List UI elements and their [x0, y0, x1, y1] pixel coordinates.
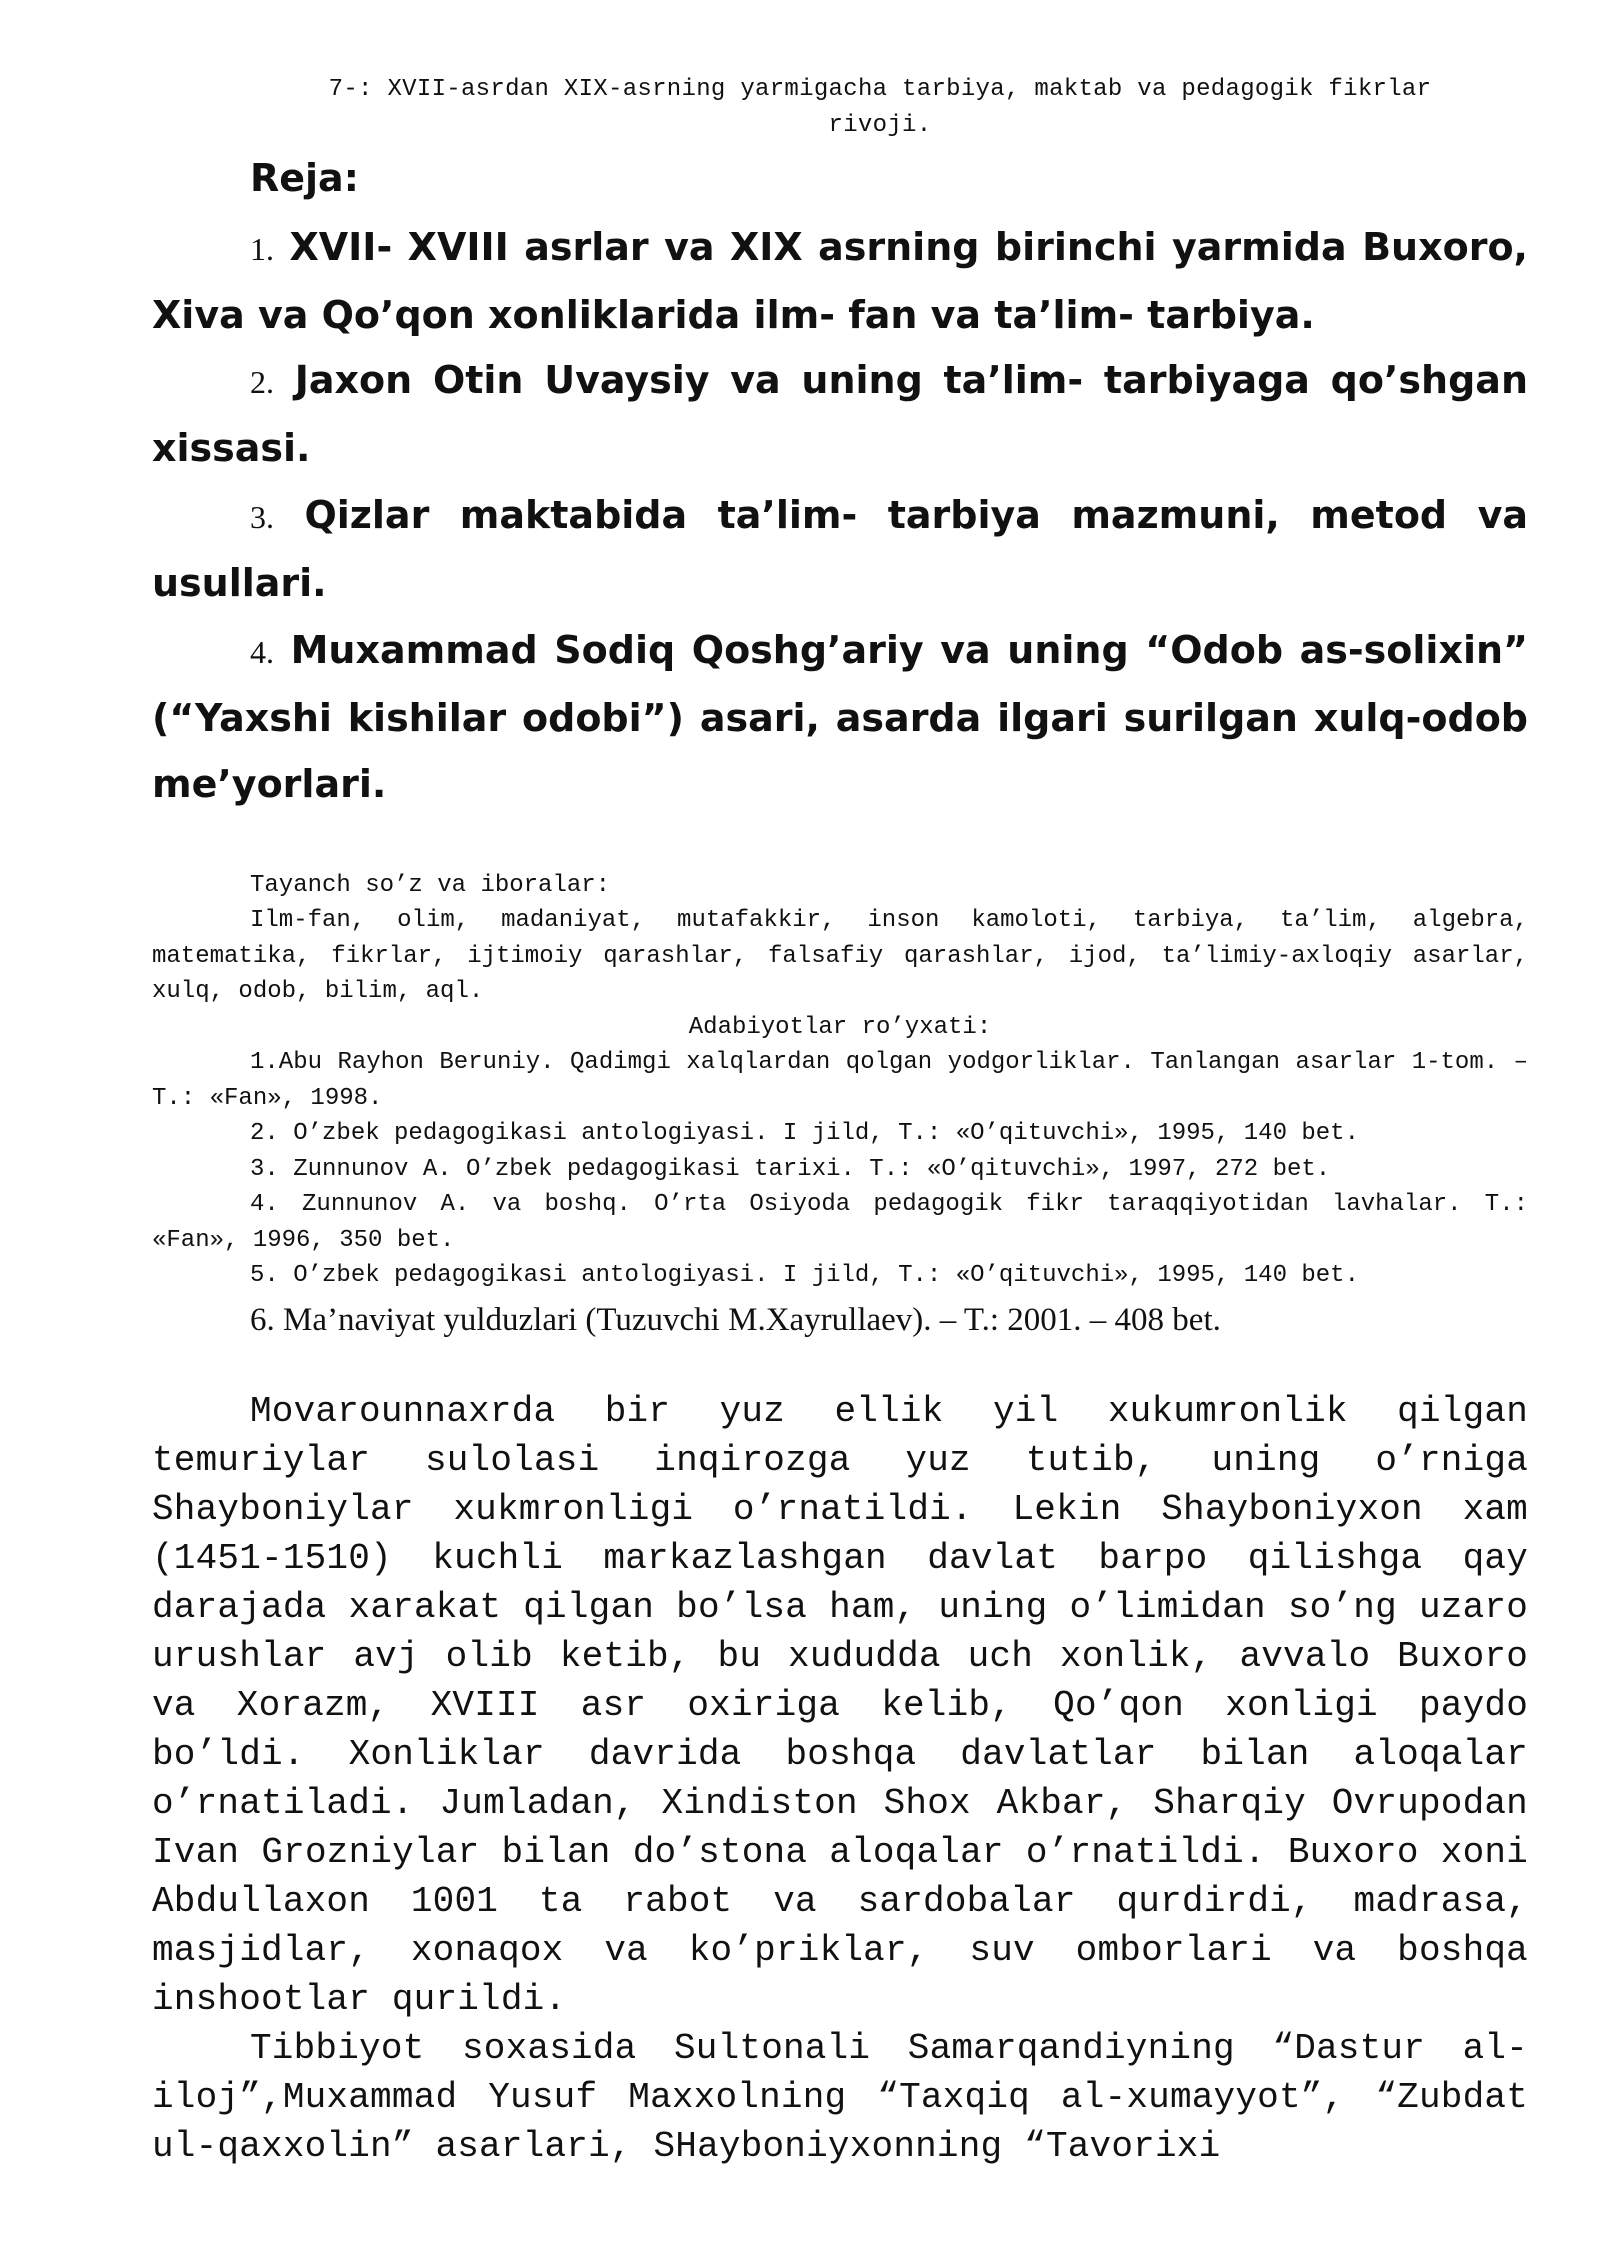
plan-item-number: 4.: [250, 634, 274, 670]
plan-item-text: Jaxon Otin Uvaysiy va uning ta’lim- tarbiyaga qo’shgan xissasi.: [152, 358, 1528, 470]
plan-item-number: 1.: [250, 231, 274, 267]
keywords-list: Ilm-fan, olim, madaniyat, mutafakkir, inson kamoloti, tarbiya, ta’lim, algebra, matematika, fikrlar, ijtimoiy qarashlar, falsafiy qarashlar, ijod, ta’limiy-axloqiy asarlar, xulq, odob, bilim, aql.: [152, 907, 1528, 1005]
keywords-text: [152, 903, 1528, 1010]
keywords-heading: Tayanch so’z va iboralar:: [250, 872, 611, 899]
bibliography-item: 1.Abu Rayhon Beruniy. Qadimgi xalqlardan qolgan yodgorliklar. Tanlangan asarlar 1-tom. – T.: «Fan», 1998.: [152, 1049, 1528, 1112]
body-paragraph: Movarounnaxrda bir yuz ellik yil xukumronlik qilgan temuriylar sulolasi inqirozga yuz tutib, uning o’rniga Shayboniylar xukmronligi o’rnatildi. Lekin Shayboniyxon xam (1451-1510) kuchli markazlashgan davlat barpo qilishga qay darajada xarakat qilgan bo’lsa ham, uning o’limidan so’ng uzaro urushlar avj olib ketib, bu xududda uch xonlik, avvalo Buxoro va Xorazm, XVIII asr oxiriga kelib, Qo’qon xonligi paydo bo’ldi. Xonliklar davrida boshqa davlatlar bilan aloqalar o’rnatiladi. Jumladan, Xindiston Shox Akbar, Sharqiy Ovrupodan Ivan Grozniylar bilan do’stona aloqalar o’rnatildi. Buxoro xoni Abdullaxon 1001 ta rabot va sardobalar qurdirdi, madrasa, masjidlar, xonaqox va ko’priklar, suv omborlari va boshqa inshootlar qurildi.: [152, 1391, 1528, 2020]
bibliography-item: 6. Ma’naviyat yulduzlari (Tuzuvchi M.Xayrullaev). – T.: 2001. – 408 bet.: [250, 1302, 1221, 1338]
lecture-title: [260, 72, 1500, 144]
bibliography-item: 3. Zunnunov A. O’zbek pedagogikasi tarixi. T.: «O’qituvchi», 1997, 272 bet.: [250, 1155, 1331, 1183]
plan-item-text: Qizlar maktabida ta’lim- tarbiya mazmuni, metod va usullari.: [152, 493, 1528, 605]
plan-item-number: 2.: [250, 364, 274, 400]
plan-item-3: [152, 482, 1528, 616]
lecture-title-line-2: rivoji.: [828, 112, 932, 139]
plan-item-number: 3.: [250, 499, 274, 535]
body-text: [152, 1387, 1528, 2171]
body-paragraph: Tibbiyot soxasida Sultonali Samarqandiyning “Dastur al-iloj”,Muxammad Yusuf Maxxolning “Taxqiq al-xumayyot”, “Zubdat ul-qaxxolin” asarlari, SHayboniyxonning “Tavorixi: [152, 2028, 1528, 2167]
bibliography-item: 4. Zunnunov A. va boshq. O’rta Osiyoda pedagogik fikr taraqqiyotidan lavhalar. T.: «Fan», 1996, 350 bet.: [152, 1191, 1528, 1254]
plan-heading: Reja:: [250, 156, 359, 200]
plan-item-1: [152, 214, 1528, 348]
plan-item-text: XVII- XVIII asrlar va XIX asrning birinchi yarmida Buxoro, Xiva va Qo’qon xonliklarida ilm- fan va ta’lim- tarbiya.: [152, 225, 1528, 337]
bibliography-item: 2. O’zbek pedagogikasi antologiyasi. I jild, T.: «O’qituvchi», 1995, 140 bet.: [250, 1120, 1359, 1147]
plan-item-text: Muxammad Sodiq Qoshg’ariy va uning “Odob as-solixin” (“Yaxshi kishilar odobi”) asari, asarda ilgari surilgan xulq-odob me’yorlari.: [152, 628, 1529, 806]
bibliography-list: [152, 1045, 1528, 1294]
lecture-title-line-1: 7-: XVII-asrdan XIX-asrning yarmigacha tarbiya, maktab va pedagogik fikrlar: [328, 76, 1432, 103]
bibliography-item: 5. O’zbek pedagogikasi antologiyasi. I jild, T.: «O’qituvchi», 1995, 140 bet.: [250, 1262, 1359, 1289]
plan-item-2: [152, 347, 1528, 481]
plan-item-4: [152, 617, 1528, 817]
bibliography-heading: Adabiyotlar ro’yxati:: [688, 1014, 992, 1041]
